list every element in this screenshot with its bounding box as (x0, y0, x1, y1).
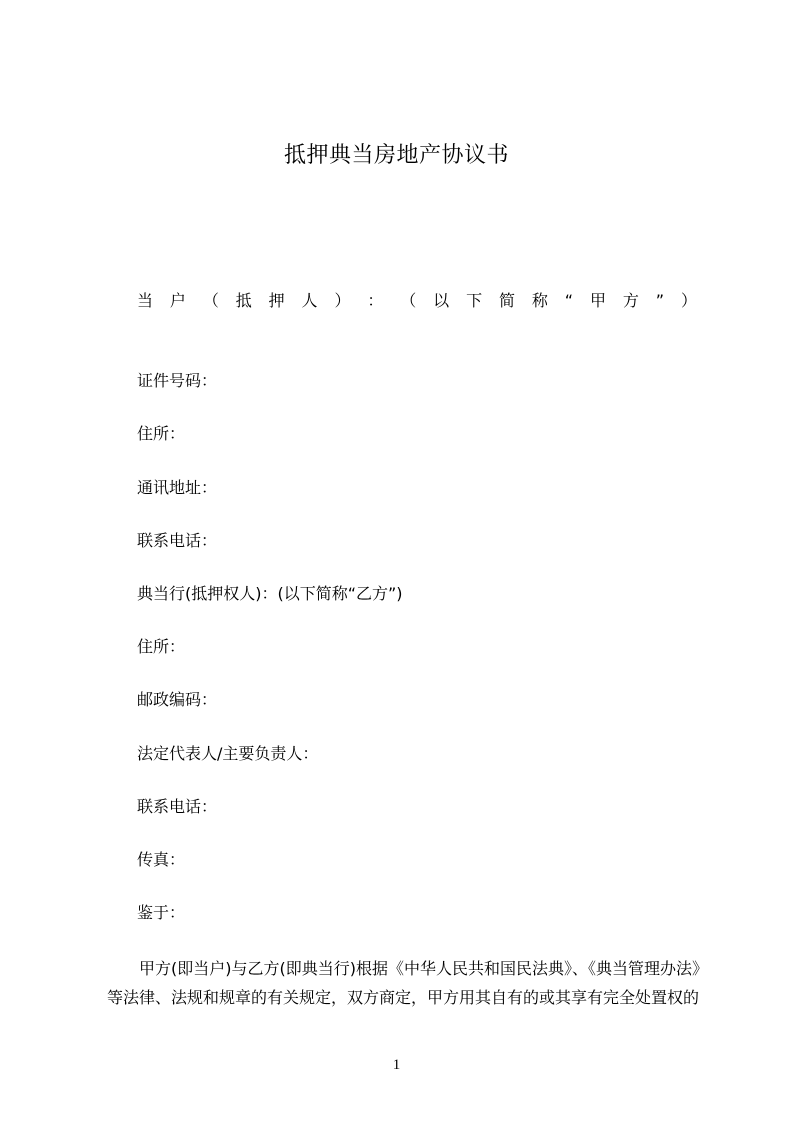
party-a-heading-char: ） (334, 291, 351, 310)
party-a-heading-char: 简 (498, 291, 515, 310)
mailing-address-field-label: 通讯地址： (137, 478, 218, 497)
party-a-heading-char: （ (202, 291, 219, 310)
party-a-heading-char: 抵 (235, 291, 252, 310)
phone-b-field-label: 联系电话： (137, 797, 218, 816)
party-a-heading-char: ” (655, 291, 665, 310)
party-b-heading: 典当行(抵押权人)：(以下简称“乙方”) (137, 584, 403, 603)
id-number-field-label: 证件号码： (137, 371, 218, 390)
body-paragraph-line-2: 等法律、法规和规章的有关规定，双方商定，甲方用其自有的或其享有完全处置权的 (107, 988, 700, 1007)
party-a-heading-char: 人 (301, 291, 318, 310)
body-paragraph-line-1: 甲方(即当户)与乙方(即典当行)根据《中华人民共和国民法典》、《典当管理办法》 (139, 959, 708, 978)
party-a-heading-char: （ (400, 291, 417, 310)
fax-field-label: 传真： (137, 850, 186, 869)
party-a-heading-char: 甲 (589, 291, 606, 310)
party-a-heading-char: “ (564, 291, 574, 310)
party-a-heading-char: ： (367, 291, 384, 310)
phone-a-field-label: 联系电话： (137, 531, 218, 550)
party-a-heading-char: 称 (531, 291, 548, 310)
document-title: 抵押典当房地产协议书 (283, 143, 509, 168)
residence-b-field-label: 住所： (137, 637, 186, 656)
party-a-heading-char: 当 (137, 291, 154, 310)
party-a-heading-char: 户 (169, 291, 186, 310)
party-a-heading-char: 以 (433, 291, 450, 310)
party-a-heading-char: ） (680, 291, 697, 310)
party-a-heading (137, 289, 697, 313)
party-a-heading-char: 押 (268, 291, 285, 310)
whereas-label: 鉴于： (137, 903, 186, 922)
residence-a-field-label: 住所： (137, 424, 186, 443)
postal-code-field-label: 邮政编码： (137, 690, 218, 709)
page-number: 1 (392, 1057, 401, 1073)
party-a-heading-char: 下 (466, 291, 483, 310)
legal-representative-field-label: 法定代表人/主要负责人： (137, 744, 319, 763)
party-a-heading-char: 方 (622, 291, 639, 310)
